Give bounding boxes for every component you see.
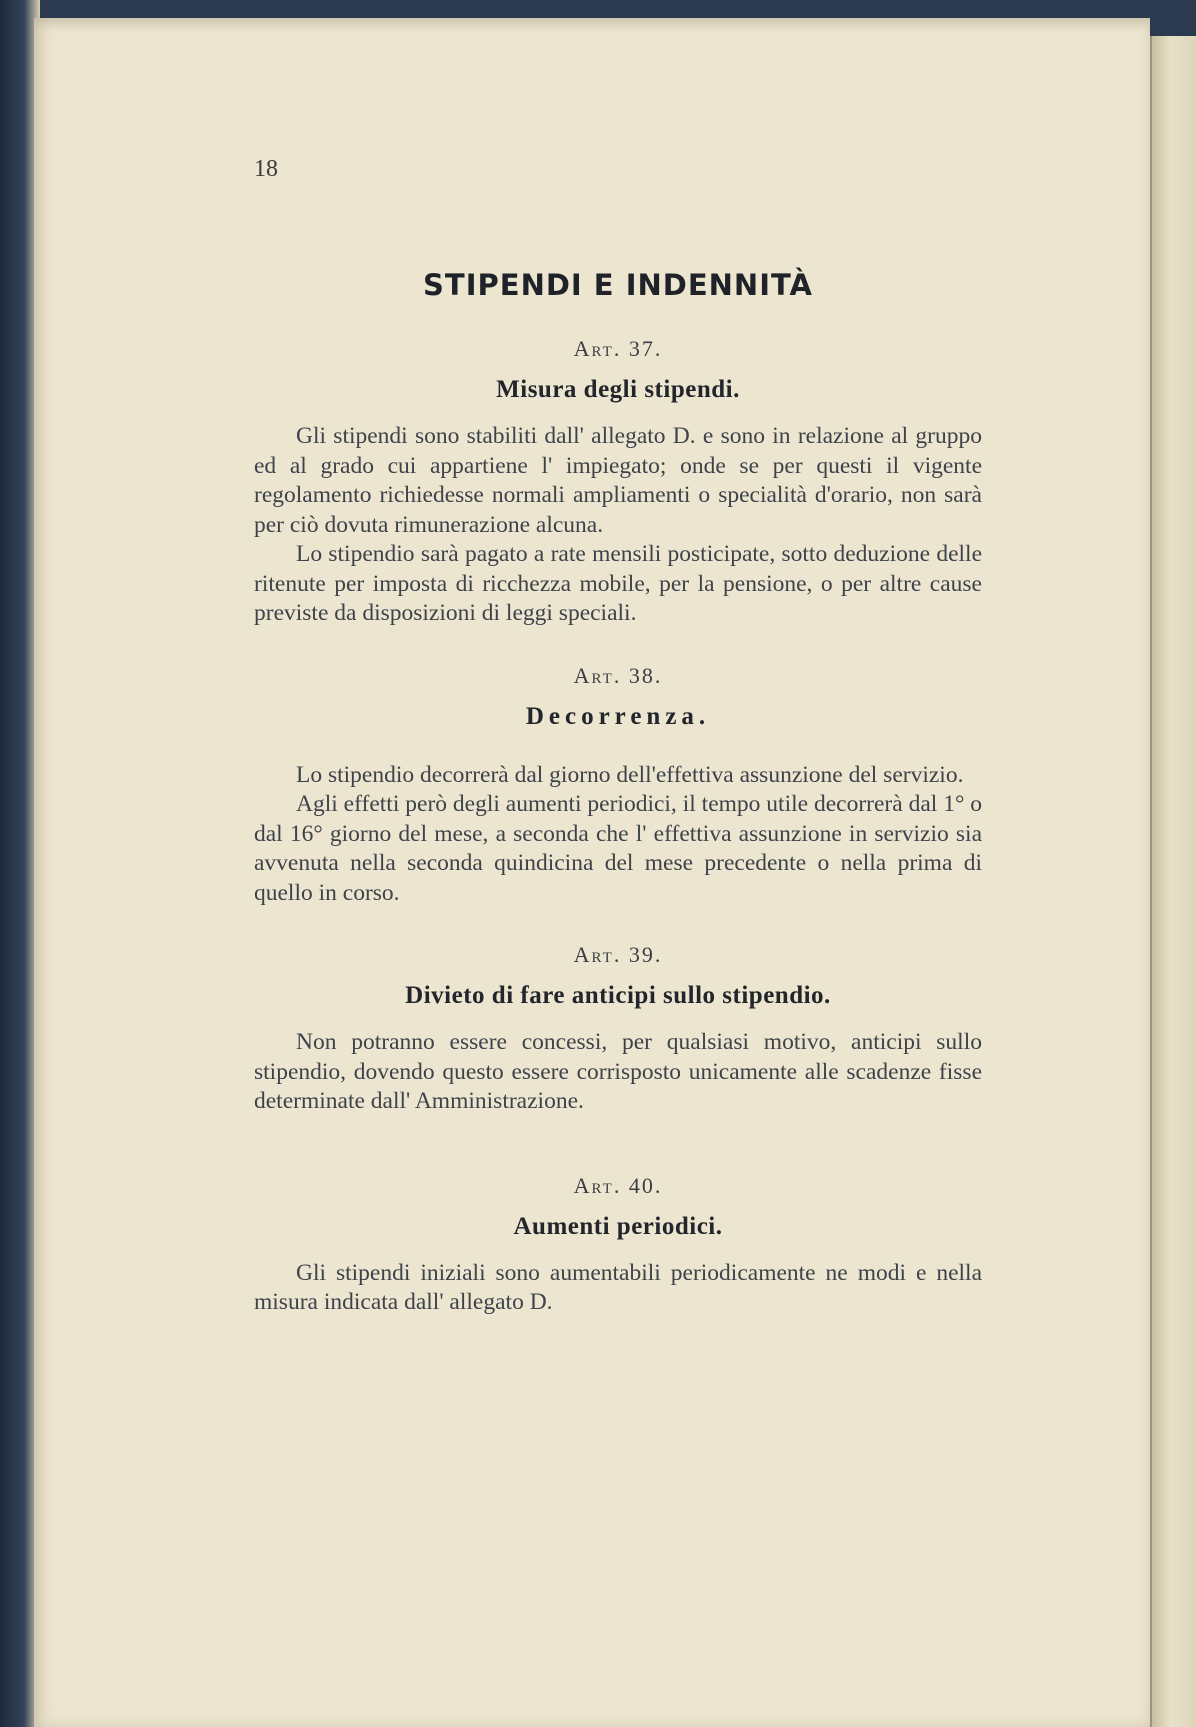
article-40	[254, 1173, 982, 1318]
article-number: Art. 38.	[573, 662, 663, 688]
adjacent-page-edge	[1150, 36, 1196, 1727]
article-heading: Aumenti periodici.	[513, 1212, 723, 1240]
paragraph: Lo stipendio sarà pagato a rate mensili posticipate, sotto deduzione delle ritenute per imposta di ricchezza mobile, per la pensione, o per altre cause previste da disposizioni di leggi speciali.	[254, 541, 982, 626]
paragraph: Gli stipendi sono stabiliti dall' allegato D. e sono in relazione al gruppo ed al grado cui appartiene l' impiegato; onde se per questi il vigente regolamento richiedesse normali ampliamenti o specialità d'orario, non sarà per ciò dovuta rimunerazione alcuna.	[254, 423, 982, 538]
paragraph: Gli stipendi iniziali sono aumentabili periodicamente ne modi e nella misura indicata dall' allegato D.	[254, 1259, 982, 1315]
article-number: Art. 40.	[573, 1172, 663, 1198]
article-heading: Misura degli stipendi.	[496, 376, 740, 403]
paragraph: Agli effetti però degli aumenti periodici, il tempo utile decorrerà dal 1° o dal 16° giorno del mese, a seconda che l' effettiva assunzione in servizio sia avvenuta nella seconda quindicina del mese precedente o nella prima di quello in corso.	[254, 791, 982, 906]
section-title: STIPENDI E INDENNITÀ	[423, 268, 813, 302]
paragraph: Lo stipendio decorrerà dal giorno dell'effettiva assunzione del servizio.	[296, 761, 964, 788]
page-number: 18	[254, 156, 278, 182]
article-heading: Decorrenza.	[525, 702, 711, 730]
article-heading: Divieto di fare anticipi sullo stipendio.	[405, 982, 831, 1009]
paragraph: Non potranno essere concessi, per qualsiasi motivo, anticipi sullo stipendio, dovendo questo essere corrisposto unicamente alle scadenze fisse determinate dall' Amministrazione.	[254, 1029, 982, 1114]
article-38	[254, 663, 982, 909]
article-number: Art. 39.	[573, 942, 663, 967]
page-content	[254, 268, 982, 1318]
article-39	[254, 942, 982, 1117]
spacer	[254, 1151, 982, 1173]
article-37	[254, 336, 982, 629]
article-number: Art. 37.	[573, 336, 663, 361]
